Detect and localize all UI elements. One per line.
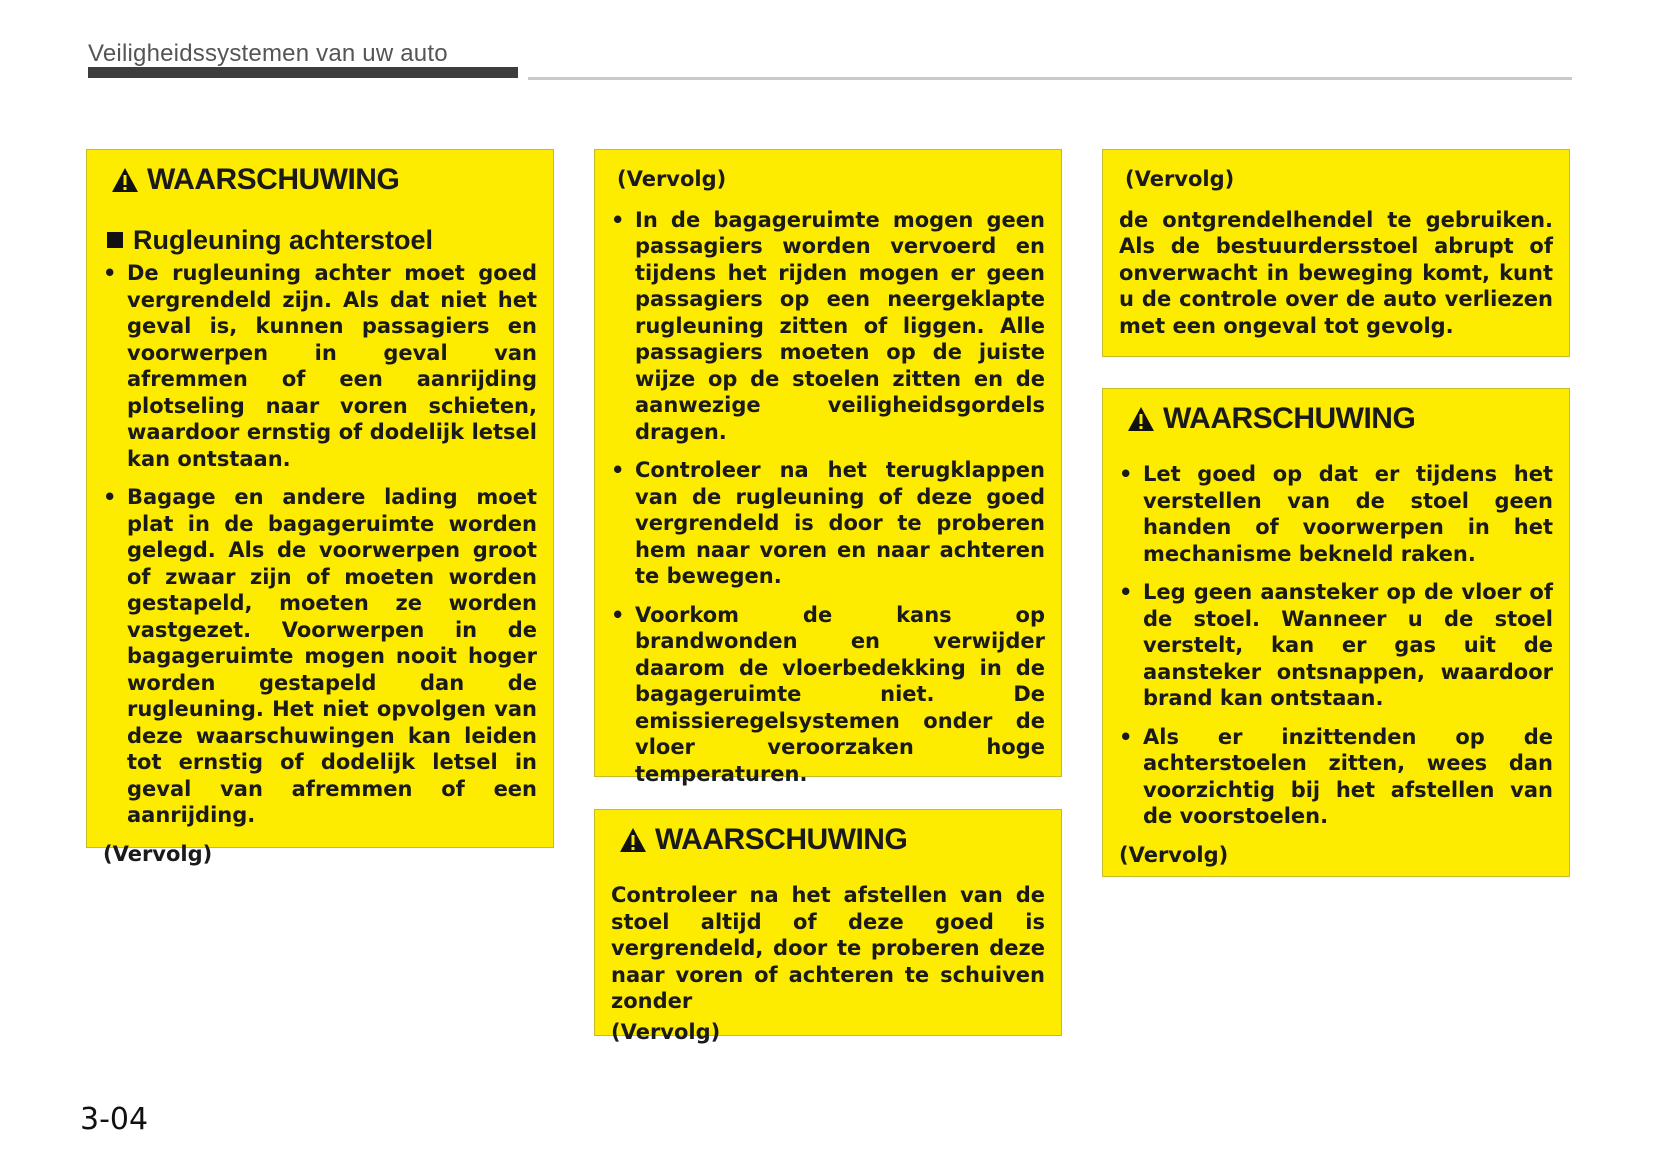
warning-text: Controleer na het afstellen van de stoel altijd of deze goed is vergrendeld, door te proberen deze naar voren of achteren te schuiven zonder (611, 883, 1045, 1013)
subheading (103, 222, 537, 258)
continued-text: de ontgrendelhendel te gebruiken. Als de bestuurdersstoel abrupt of onverwacht in beweging komt, kunt u de controle over de auto verliezen met een ongeval tot gevolg. (1119, 207, 1553, 338)
continued-box-cargo (594, 149, 1062, 786)
list-item: • Bagage en andere lading moet plat in de bagageruimte worden gelegd. Als de voorwerpen groot of zwaar zijn of moeten worden gestapeld, moeten ze worden vastgezet. Voorwerpen in de bagageruimte mogen nooit hoger worden gestapeld dan de rugleuning. Het niet opvolgen van deze waarschuwingen kan leiden tot ernstig of dodelijk letsel in geval van afremmen of een aanrijding. (103, 484, 537, 829)
bullet-list (611, 207, 1045, 788)
continued-box-release-lever (1102, 149, 1570, 357)
continued-label: (Vervolg) (1125, 167, 1235, 191)
header-rule-dark (88, 67, 518, 78)
warning-heading (1119, 399, 1553, 439)
warning-heading (611, 820, 1045, 860)
warning-box-seat-adjust (1102, 388, 1570, 877)
page-number: 3-04 (80, 1102, 149, 1137)
bullet-list (1119, 461, 1553, 830)
continued-label: (Vervolg) (1119, 842, 1229, 867)
continued-label: (Vervolg) (617, 167, 727, 191)
continued-label: (Vervolg) (103, 841, 213, 866)
warning-heading (103, 160, 537, 200)
warning-triangle-icon (111, 167, 139, 193)
bullet-list (103, 260, 537, 829)
list-item: • Voorkom de kans op brandwonden en verwijder daarom de vloerbedekking in de bagageruimte niet. De emissieregelsystemen onder de vloer veroorzaken hoge temperaturen. (611, 602, 1045, 788)
continued-label: (Vervolg) (611, 1019, 721, 1044)
section-title: Veiligheidssystemen van uw auto (88, 40, 448, 67)
warning-box-rear-seatback (86, 149, 554, 866)
subheading-text: Rugleuning achterstoel (133, 225, 434, 255)
list-item: • Let goed op dat er tijdens het verstellen van de stoel geen handen of voorwerpen in het mechanisme bekneld raken. (1119, 461, 1553, 567)
list-item: • De rugleuning achter moet goed vergrendeld zijn. Als dat niet het geval is, kunnen passagiers en voorwerpen in geval van afremmen of een aanrijding plotseling naar voren schieten, waardoor ernstig of dodelijk letsel kan ontstaan. (103, 260, 537, 472)
warning-triangle-icon (1127, 406, 1155, 432)
list-item: • In de bagageruimte mogen geen passagiers worden vervoerd en tijdens het rijden mogen er geen passagiers op een neergeklapte rugleuning zitten of liggen. Alle passagiers moeten op de juiste wijze op de stoelen zitten en de aanwezige veiligheidsgordels dragen. (611, 207, 1045, 446)
warning-label: WAARSCHUWING (655, 823, 908, 856)
list-item: • Leg geen aansteker op de vloer of de stoel. Wanneer u de stoel verstelt, kan er gas uit de aansteker ontsnappen, waardoor brand kan ontstaan. (1119, 579, 1553, 712)
square-bullet-icon (107, 232, 123, 248)
warning-box-seat-lock (594, 809, 1062, 1044)
warning-label: WAARSCHUWING (147, 163, 400, 196)
list-item: • Controleer na het terugklappen van de rugleuning of deze goed vergrendeld is door te proberen hem naar voren en naar achteren te bewegen. (611, 457, 1045, 590)
warning-triangle-icon (619, 827, 647, 853)
header-rule-light (528, 77, 1572, 80)
warning-label: WAARSCHUWING (1163, 402, 1416, 435)
list-item: • Als er inzittenden op de achterstoelen zitten, wees dan voorzichtig bij het afstellen van de voorstoelen. (1119, 724, 1553, 830)
